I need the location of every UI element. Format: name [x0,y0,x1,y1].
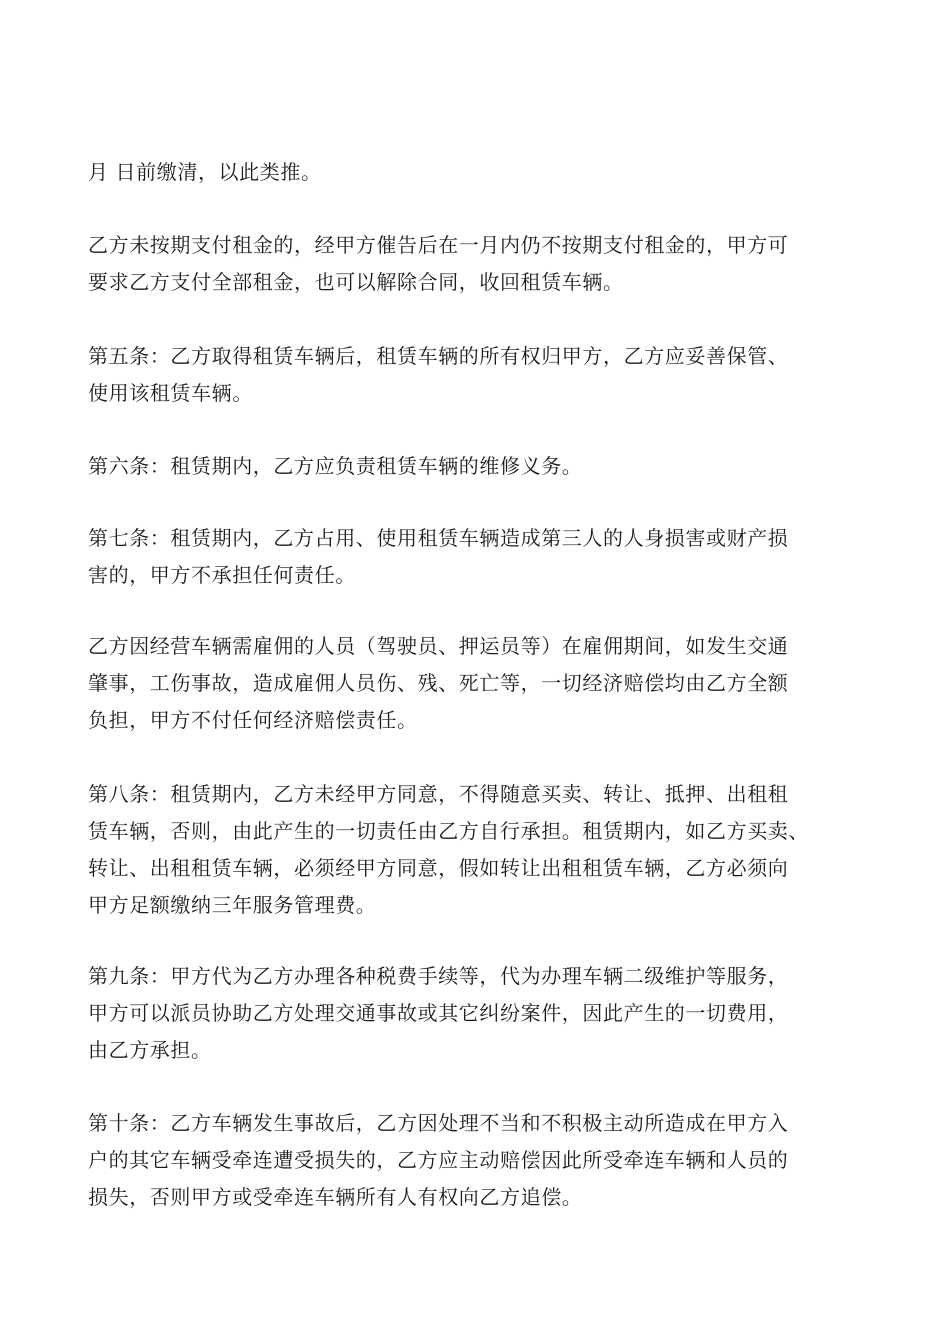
paragraph-article-5 [88,338,878,412]
paragraph-line: 月 日前缴清，以此类推。 [88,160,322,184]
paragraph-line: 户的其它车辆受牵连遭受损失的，乙方应主动赔偿因此所受牵连车辆和人员的 [88,1148,789,1172]
paragraph-article-10 [88,1105,878,1216]
paragraph-article-7 [88,520,878,594]
paragraph-line: 使用该租赁车辆。 [88,381,253,405]
paragraph-employees [88,628,878,739]
paragraph-late-payment [88,227,878,301]
paragraph-article-9 [88,958,878,1069]
paragraph-line: 肇事，工伤事故，造成雇佣人员伤、残、死亡等，一切经济赔偿均由乙方全额 [88,671,789,695]
paragraph-line: 第六条：租赁期内，乙方应负责租赁车辆的维修义务。 [88,454,583,478]
paragraph-line: 第八条：租赁期内，乙方未经甲方同意，不得随意买卖、转让、抵押、出租租 [88,782,789,806]
paragraph-line: 转让、出租租赁车辆，必须经甲方同意，假如转让出租租赁车辆，乙方必须向 [88,856,789,880]
paragraph-line: 第十条：乙方车辆发生事故后，乙方因处理不当和不积极主动所造成在甲方入 [88,1111,789,1135]
paragraph-line: 第九条：甲方代为乙方办理各种税费手续等，代为办理车辆二级维护等服务， [88,964,789,988]
paragraph-line: 由乙方承担。 [88,1038,212,1062]
paragraph-line: 赁车辆，否则，由此产生的一切责任由乙方自行承担。租赁期内，如乙方买卖、 [88,819,809,843]
paragraph-article-6 [88,448,878,485]
paragraph-line: 乙方因经营车辆需雇佣的人员（驾驶员、押运员等）在雇佣期间，如发生交通 [88,634,789,658]
paragraph-payment-continuation [88,154,878,191]
paragraph-line: 甲方可以派员协助乙方处理交通事故或其它纠纷案件，因此产生的一切费用， [88,1001,789,1025]
paragraph-line: 甲方足额缴纳三年服务管理费。 [88,893,377,917]
paragraph-line: 害的，甲方不承担任何责任。 [88,563,356,587]
paragraph-line: 乙方未按期支付租金的，经甲方催告后在一月内仍不按期支付租金的，甲方可 [88,233,789,257]
paragraph-line: 第七条：租赁期内，乙方占用、使用租赁车辆造成第三人的人身损害或财产损 [88,526,789,550]
paragraph-article-8 [88,776,878,924]
paragraph-line: 要求乙方支付全部租金，也可以解除合同，收回租赁车辆。 [88,270,624,294]
paragraph-line: 负担，甲方不付任何经济赔偿责任。 [88,708,418,732]
paragraph-line: 损失，否则甲方或受牵连车辆所有人有权向乙方追偿。 [88,1185,583,1209]
paragraph-line: 第五条：乙方取得租赁车辆后，租赁车辆的所有权归甲方，乙方应妥善保管、 [88,344,789,368]
